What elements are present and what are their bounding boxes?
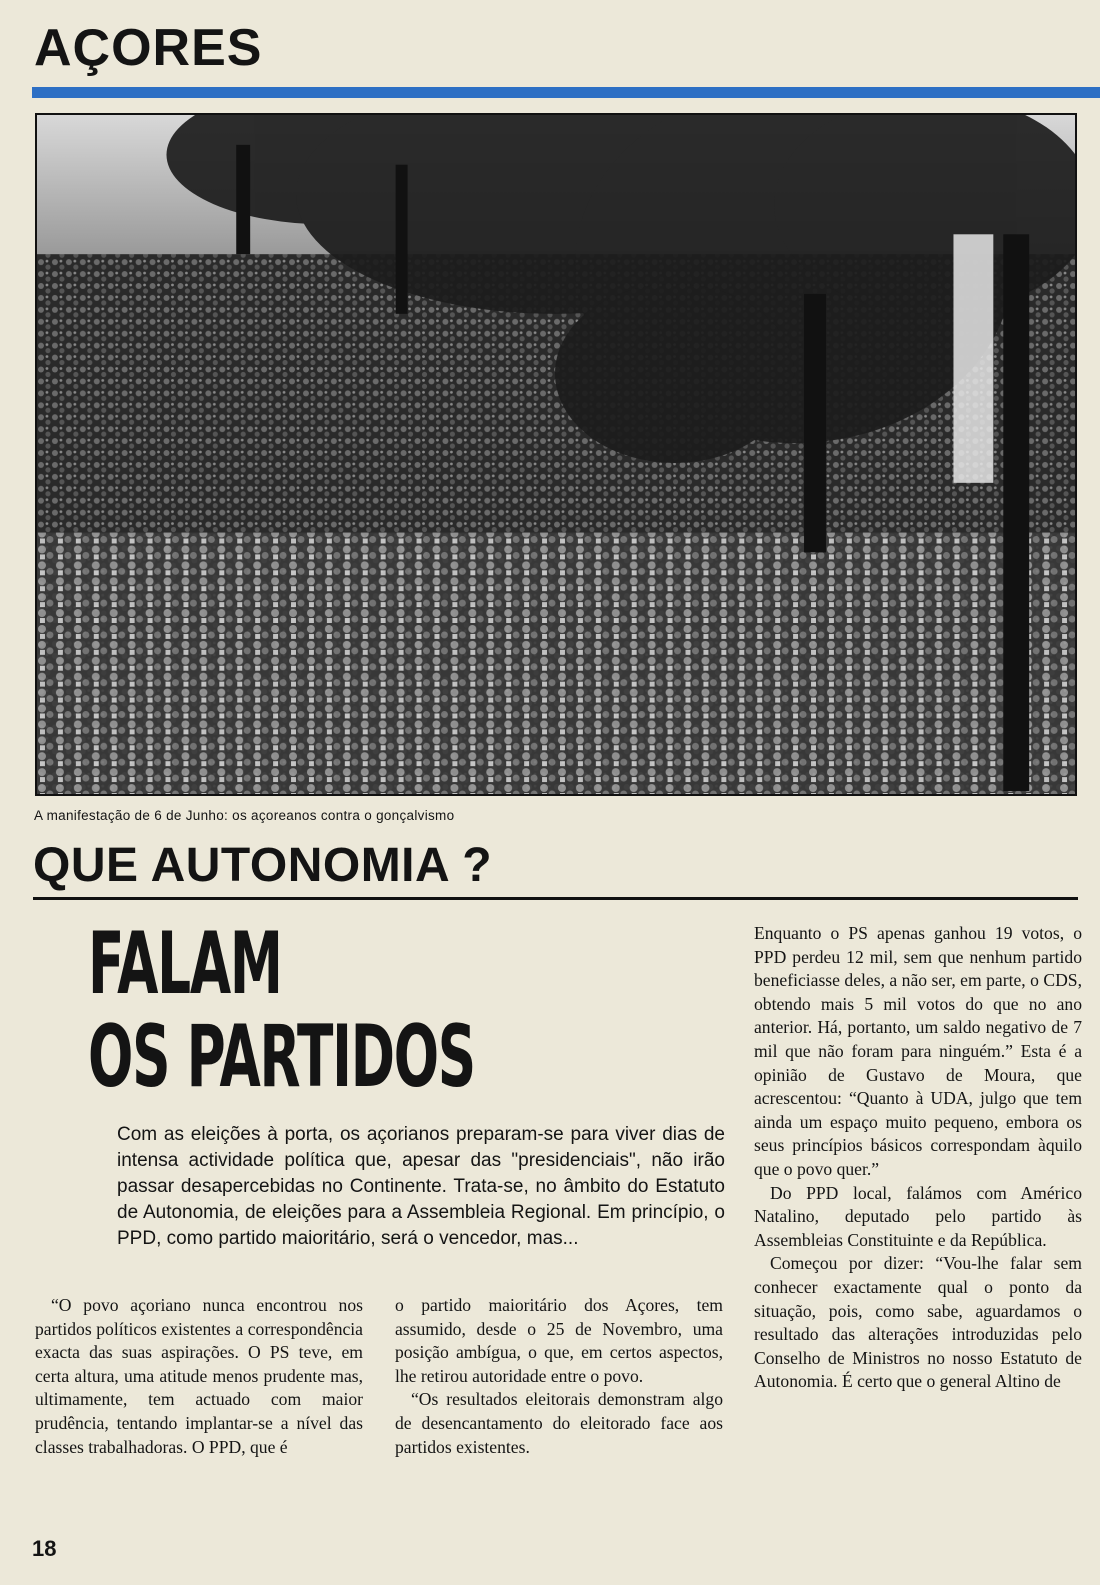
column-paragraph: Começou por dizer: “Vou-lhe falar sem conhecer exactamente qual o ponto da situação, pois, como sabe, aguardamos o resultado das alterações introduzidas pelo Conselho de Ministros no nosso Estatuto de Autonomia. É certo que o general Altino de xyxy=(754,1253,1082,1392)
article-column-1 xyxy=(35,1294,363,1459)
subhead-line-2: OS PARTIDOS xyxy=(88,1007,475,1107)
article-column-2 xyxy=(395,1294,723,1459)
crowd-photo xyxy=(35,113,1077,796)
section-title: AÇORES xyxy=(34,19,263,77)
subhead xyxy=(88,914,475,1107)
column-paragraph: Do PPD local, falámos com Américo Natalino, deputado pelo partido às Assembleias Constituinte e da República. xyxy=(754,1182,1082,1250)
intro-paragraph: Com as eleições à porta, os açorianos preparam-se para viver dias de intensa actividade política que, apesar das "presidenciais", não irão passar desapercebidas no Continente. Trata-se, no âmbito do Estatuto de Autonomia, de eleições para a Assembleia Regional. Em princípio, o PPD, como partido maioritário, será o vencedor, mas... xyxy=(117,1124,725,1249)
headline-rule xyxy=(33,897,1078,900)
column-paragraph: o partido maioritário dos Açores, tem assumido, desde o 25 de Novembro, uma posição ambígua, o que, em certos aspectos, lhe retirou autoridade entre o povo. xyxy=(395,1295,723,1386)
page-number: 18 xyxy=(32,1536,57,1561)
column-paragraph: “Os resultados eleitorais demonstram algo de desencantamento do eleitorado face aos partidos existentes. xyxy=(395,1389,723,1457)
subhead-line-1: FALAM xyxy=(88,914,282,1014)
column-paragraph: “O povo açoriano nunca encontrou nos partidos políticos existentes a correspondência exacta das suas aspirações. O PS teve, em certa altura, uma atitude menos prudente mas, ultimamente, tem actuado com maior prudência, tentando implantar-se a nível das classes trabalhadoras. O PPD, que é xyxy=(35,1295,363,1457)
article-column-3 xyxy=(754,922,1082,1394)
section-accent-rule xyxy=(32,87,1100,98)
headline: QUE AUTONOMIA ? xyxy=(33,839,493,892)
crowd-photo-image xyxy=(37,115,1075,794)
column-paragraph: Enquanto o PS apenas ganhou 19 votos, o PPD perdeu 12 mil, sem que nenhum partido beneficiasse deles, a não ser, em parte, o CDS, obtendo mais 5 mil votos do que no ano anterior. Há, portanto, um saldo negativo de 7 mil que não foram para ninguém.” Esta é a opinião de Gustavo de Moura, que acrescentou: “Quanto à UDA, julgo que tem ainda um espaço muito pequeno, embora os seus princípios básicos correspondam àquilo que o povo quer.” xyxy=(754,923,1082,1179)
photo-caption: A manifestação de 6 de Junho: os açoreanos contra o gonçalvismo xyxy=(34,808,455,823)
